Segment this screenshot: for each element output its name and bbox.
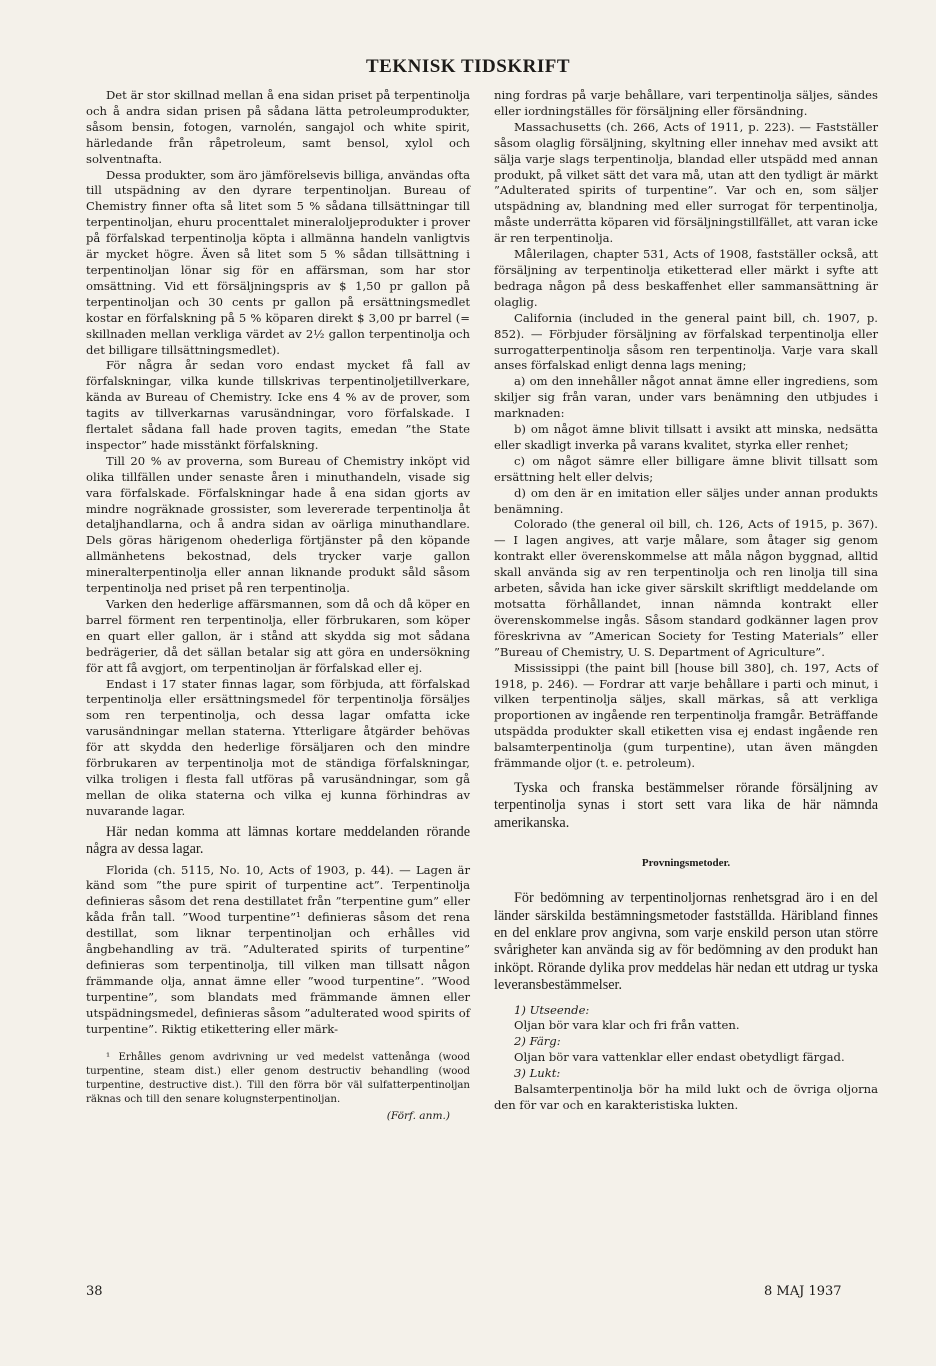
section-heading: Provningsmetoder. (641, 857, 731, 870)
list-heading: 1) Utseende: (514, 1002, 590, 1017)
paragraph: För några år sedan voro endast mycket få fall av förfalskningar, vilka kunde tillskrivas terpentinoljetillverkare, kända av Bureau of Chemistry. Icke ens 4 % av de prover, som tagits av tillverkarnas varusändningar, voro förfalskade. I flertalet sådana fall hade proven tagits, emedan ”the State inspector” hade misstänkt förfalskning. (86, 358, 470, 452)
list-text: Balsamterpentinolja bör ha mild lukt och de övriga oljorna den för var och en karakteristiska lukten. (494, 1082, 878, 1112)
list-heading: 2) Färg: (514, 1034, 561, 1049)
paragraph: ning fordras på varje behållare, vari terpentinolja säljes, sändes eller iordningställes för försäljning eller försändning. (494, 88, 878, 118)
list-item: b) om något ämne blivit tillsatt i avsikt att minska, nedsätta eller skadligt inverka på varans kvalitet, styrka eller renhet; (494, 422, 878, 452)
right-column (494, 88, 878, 1114)
list-item: d) om den är en imitation eller säljes under annan produkts benämning. (494, 485, 878, 516)
paragraph: Florida (ch. 5115, No. 10, Acts of 1903, p. 44). — Lagen är känd som ”the pure spirit of turpentine act”. Terpentinolja definieras såsom det rena destillatet från ”terpentine gum” eller kåda från tall. ”Wood turpentine”¹ definieras såsom det rena destillat, som liknar terpentinoljan och erhålles vid ångbehandling av trä. ”Adulterated spirits of turpentine” definieras som terpentinolja, till vilken man tillsatt någon främmande olja, annat ämne eller ”wood turpentine”. ”Wood turpentine”, som blandats med främmande ämnen eller utspädningsmedel, definieras såsom ”adulterated wood spirits of turpentine”. Riktig etikettering eller märk- (86, 862, 470, 1036)
journal-title: TEKNISK TIDSKRIFT (365, 56, 571, 77)
list-text: Oljan bör vara vattenklar eller endast obetydligt färgad. (514, 1050, 845, 1065)
page-number: 38 (86, 1284, 103, 1299)
paragraph: California (included in the general paint bill, ch. 1907, p. 852). — Förbjuder försäljning av förfalskad terpentinolja eller surrogatterpentinolja såsom ren terpentinolja. Varje vara skall anses förfalskad enligt denna lags mening; (494, 310, 878, 373)
paragraph-large: Tyska och franska bestämmelser rörande försäljning av terpentinolja synas i stort sett vara lika de här nämnda amerikanska. (494, 779, 878, 831)
paragraph: Till 20 % av proverna, som Bureau of Chemistry inköpt vid olika tillfällen under senaste åren i minuthandeln, visade sig vara förfalskade. Förfalskningar hade å ena sidan gjorts av mindre nogräknade grossister, som levererade terpentinolja åt detaljhandlarna, och å andra sidan av oärliga minuthandlare. Dels göras härigenom ohederliga förtjänster på den köpande allmänhetens bekostnad, dels trycker varje gallon mineralterpentinolja eller annan liknande produkt såld såsom terpentinolja ned priset på ren terpentinolja. (86, 453, 470, 596)
issue-date: 8 MAJ 1937 (764, 1284, 842, 1299)
list-item: a) om den innehåller något annat ämne eller ingrediens, som skiljer sig från varan, under vars benämning den utbjudes i marknaden: (494, 374, 878, 421)
paragraph: Varken den hederlige affärsmannen, som då och då köper en barrel förment ren terpentinolja, eller förbrukaren, som köper en quart eller gallon, är i stånd att skydda sig mot sådana bedrägerier, då det sällan betalar sig att göra en undersökning för att få avgjort, om terpentinoljan är förfalskad eller ej. (86, 597, 470, 675)
paragraph: Mississippi (the paint bill [house bill 380], ch. 197, Acts of 1918, p. 246). — Fordrar att varje behållare i parti och minut, i vilken terpentinolja säljes, skall märkas, så att verkliga proportionen av ingående ren terpentinolja framgår. Beträffande utspädda produkter skall etiketten visa ej endast ingående ren balsamterpentinolja (gum turpentine), utan även mängden främmande oljor (t. e. petroleum). (494, 660, 878, 771)
paragraph: Det är stor skillnad mellan å ena sidan priset på terpentinolja och å andra sidan prisen på sådana lätta petroleumprodukter, såsom bensin, fotogen, varnolén, sangajol och white spirit, härledande från råpetroleum, samt bensol, xylol och solventnafta. (86, 88, 470, 166)
paragraph: Dessa produkter, som äro jämförelsevis billiga, användas ofta till utspädning av den dyrare terpentinoljan. Bureau of Chemistry finner ofta så litet som 5 % sådana tillsättningar till terpentinoljan, ehuru procenttalet mineraloljeprodukter i prover på förfalskad terpentinolja köpta i allmänna handeln vanligtvis är mycket högre. Även så litet som 5 % sådan tillsättning i terpentinoljan lönar sig för en affärsman, som har stor omsättning. Vid ett försäljningspris av $ 1,50 pr gallon på terpentinoljan och 30 cents pr gallon på ersättningsmedlet kostar en förfalskning på 5 % köparen direkt $ 3,00 pr barrel (= skillnaden mellan verkliga värdet av 2½ gallon terpentinolja och det billigare tillsättningsmedlet). (86, 167, 470, 357)
paragraph-large: Här nedan komma att lämnas kortare meddelanden rörande några av dessa lagar. (86, 823, 470, 858)
paragraph: Colorado (the general oil bill, ch. 126, Acts of 1915, p. 367). — I lagen angives, att varje målare, som åtager sig genom kontrakt eller överenskommelse att måla någon byggnad, alltid skall använda sig av ren terpentinolja och ren linolja till sina arbeten, såvida han icke giver särskilt skriftligt meddelande om motsatta förhållandet, innan nämnda kontrakt eller överenskommelse ingås. Såsom standard godkänner lagen prov föreskrivna av ”American Society for Testing Materials” eller ”Bureau of Chemistry, U. S. Department of Agriculture”. (494, 517, 878, 659)
list-item: c) om något sämre eller billigare ämne blivit tillsatt som ersättning helt eller delvis; (494, 453, 878, 484)
list-text: Oljan bör vara klar och fri från vatten. (514, 1018, 740, 1033)
list-heading: 3) Lukt: (514, 1066, 561, 1081)
paragraph-large: För bedömning av terpentinoljornas renhetsgrad äro i en del länder särskilda bestämningsmetoder fastställda. Häribland finnes en del enklare prov angivna, som varje enskild person utan större svårigheter kan använda sig av för bedömning av den produkt han inköpt. Rörande dylika prov meddelas här nedan ett utdrag ur tyska leveransbestämmelser. (494, 890, 878, 994)
footnote: ¹ Erhålles genom avdrivning ur ved medelst vattenånga (wood turpentine, steam dist.) eller genom destructiv behandling (wood turpentine, destructive dist.). Till den förra bör väl sulfatterpentinoljan räknas och till den senare kolugnsterpentinoljan. (86, 1052, 470, 1106)
paragraph: Målerilagen, chapter 531, Acts of 1908, fastställer också, att försäljning av terpentinolja etiketterad eller märkt i syfte att bedraga någon på dess beskaffenhet eller sammansättning är olaglig. (494, 247, 878, 309)
paragraph: Endast i 17 stater finnas lagar, som förbjuda, att förfalskad terpentinolja eller ersättningsmedel för terpentinolja försäljes som ren terpentinolja, och dessa lagar omfatta icke varusändningar mellan staterna. Ytterligare åtgärder behövas för att skydda den hederlige försäljaren och den mindre förbrukaren av terpentinolja mot de ständiga förfalskningar, vilka troligen i flesta fall utföras på varusändningar, som gå mellan de olika staterna och vilka ej kunna förhindras av nuvarande lagar. (86, 676, 470, 818)
paragraph: Massachusetts (ch. 266, Acts of 1911, p. 223). — Fastställer såsom olaglig försäljning, skyltning eller innehav med avsikt att sälja varje slags terpentinolja, blandad eller utspädd med annan produkt, på vilket sätt det vara må, utan att den tydligt är märkt ”Adulterated spirits of turpentine”. Var och en, som säljer utspädning av, blandning med eller surrogat för terpentinolja, måste underrätta köparen vid försäljningstillfället, att varan icke är ren terpentinolja. (494, 119, 878, 246)
author-note: (Förf. anm.) (386, 1110, 450, 1123)
left-column (86, 88, 470, 1125)
